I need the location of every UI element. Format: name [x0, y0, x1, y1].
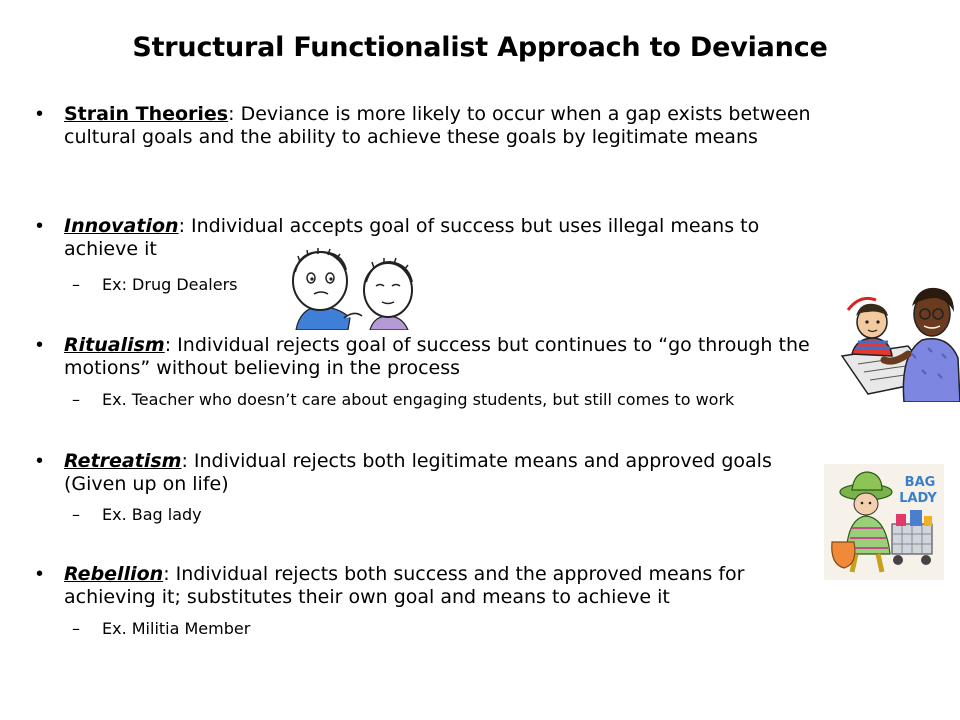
bullet-strain-theories: [36, 103, 846, 149]
teacher-student-clipart: [838, 284, 960, 402]
term-innovation: Innovation: [64, 215, 179, 237]
rebellion-description: Individual rejects both success and the approved means for achieving it; substitutes their own goal and means to achieve it: [64, 563, 745, 608]
bullet-text: [64, 450, 836, 496]
example-text: Ex. Bag lady: [102, 505, 202, 524]
example-ritualism: [72, 390, 734, 410]
strain-theories-description: Deviance is more likely to occur when a gap exists between cultural goals and the ability to achieve these goals by legitimate means: [64, 103, 811, 148]
bag-lady-sign-line-1: BAG: [904, 475, 936, 490]
example-rebellion: [72, 619, 250, 639]
bullet-text: [64, 334, 846, 380]
bullet-text: [64, 215, 826, 261]
kids-whispering-clipart: [278, 246, 418, 330]
bullet-glyph: •: [36, 450, 44, 472]
bag-lady-clipart: [824, 464, 944, 580]
bullet-innovation: [36, 215, 826, 261]
innovation-description: Individual accepts goal of success but uses illegal means to achieve it: [64, 215, 760, 260]
dash-glyph: –: [72, 275, 80, 294]
example-retreatism: [72, 505, 202, 525]
slide-title: Structural Functionalist Approach to Deviance: [132, 32, 828, 63]
dash-glyph: –: [72, 390, 80, 409]
term-separator: :: [178, 215, 192, 237]
bullet-glyph: •: [36, 334, 44, 356]
dash-glyph: –: [72, 619, 80, 638]
example-innovation: [72, 275, 238, 295]
term-separator: :: [228, 103, 241, 125]
example-text: Ex. Militia Member: [102, 619, 251, 638]
bullet-glyph: •: [36, 215, 44, 237]
term-retreatism: Retreatism: [64, 450, 182, 472]
ritualism-description: Individual rejects goal of success but continues to “go through the motions” without believing in the process: [64, 334, 810, 379]
term-ritualism: Ritualism: [64, 334, 165, 356]
retreatism-description: Individual rejects both legitimate means and approved goals (Given up on life): [64, 450, 772, 495]
term-separator: :: [181, 450, 194, 472]
bullet-glyph: •: [36, 563, 44, 585]
bullet-rebellion: [36, 563, 806, 609]
term-separator: :: [163, 563, 176, 585]
dash-glyph: –: [72, 505, 80, 524]
bag-lady-sign-line-2: LADY: [899, 491, 937, 506]
example-text: Ex: Drug Dealers: [102, 275, 238, 294]
term-separator: :: [164, 334, 178, 356]
bullet-text: [64, 563, 806, 609]
bullet-text: [64, 103, 846, 149]
bullet-retreatism: [36, 450, 836, 496]
term-strain-theories: Strain Theories: [64, 103, 229, 125]
bullet-ritualism: [36, 334, 846, 380]
term-rebellion: Rebellion: [64, 563, 164, 585]
bullet-glyph: •: [36, 103, 44, 125]
example-text: Ex. Teacher who doesn’t care about engaging students, but still comes to work: [102, 390, 735, 409]
